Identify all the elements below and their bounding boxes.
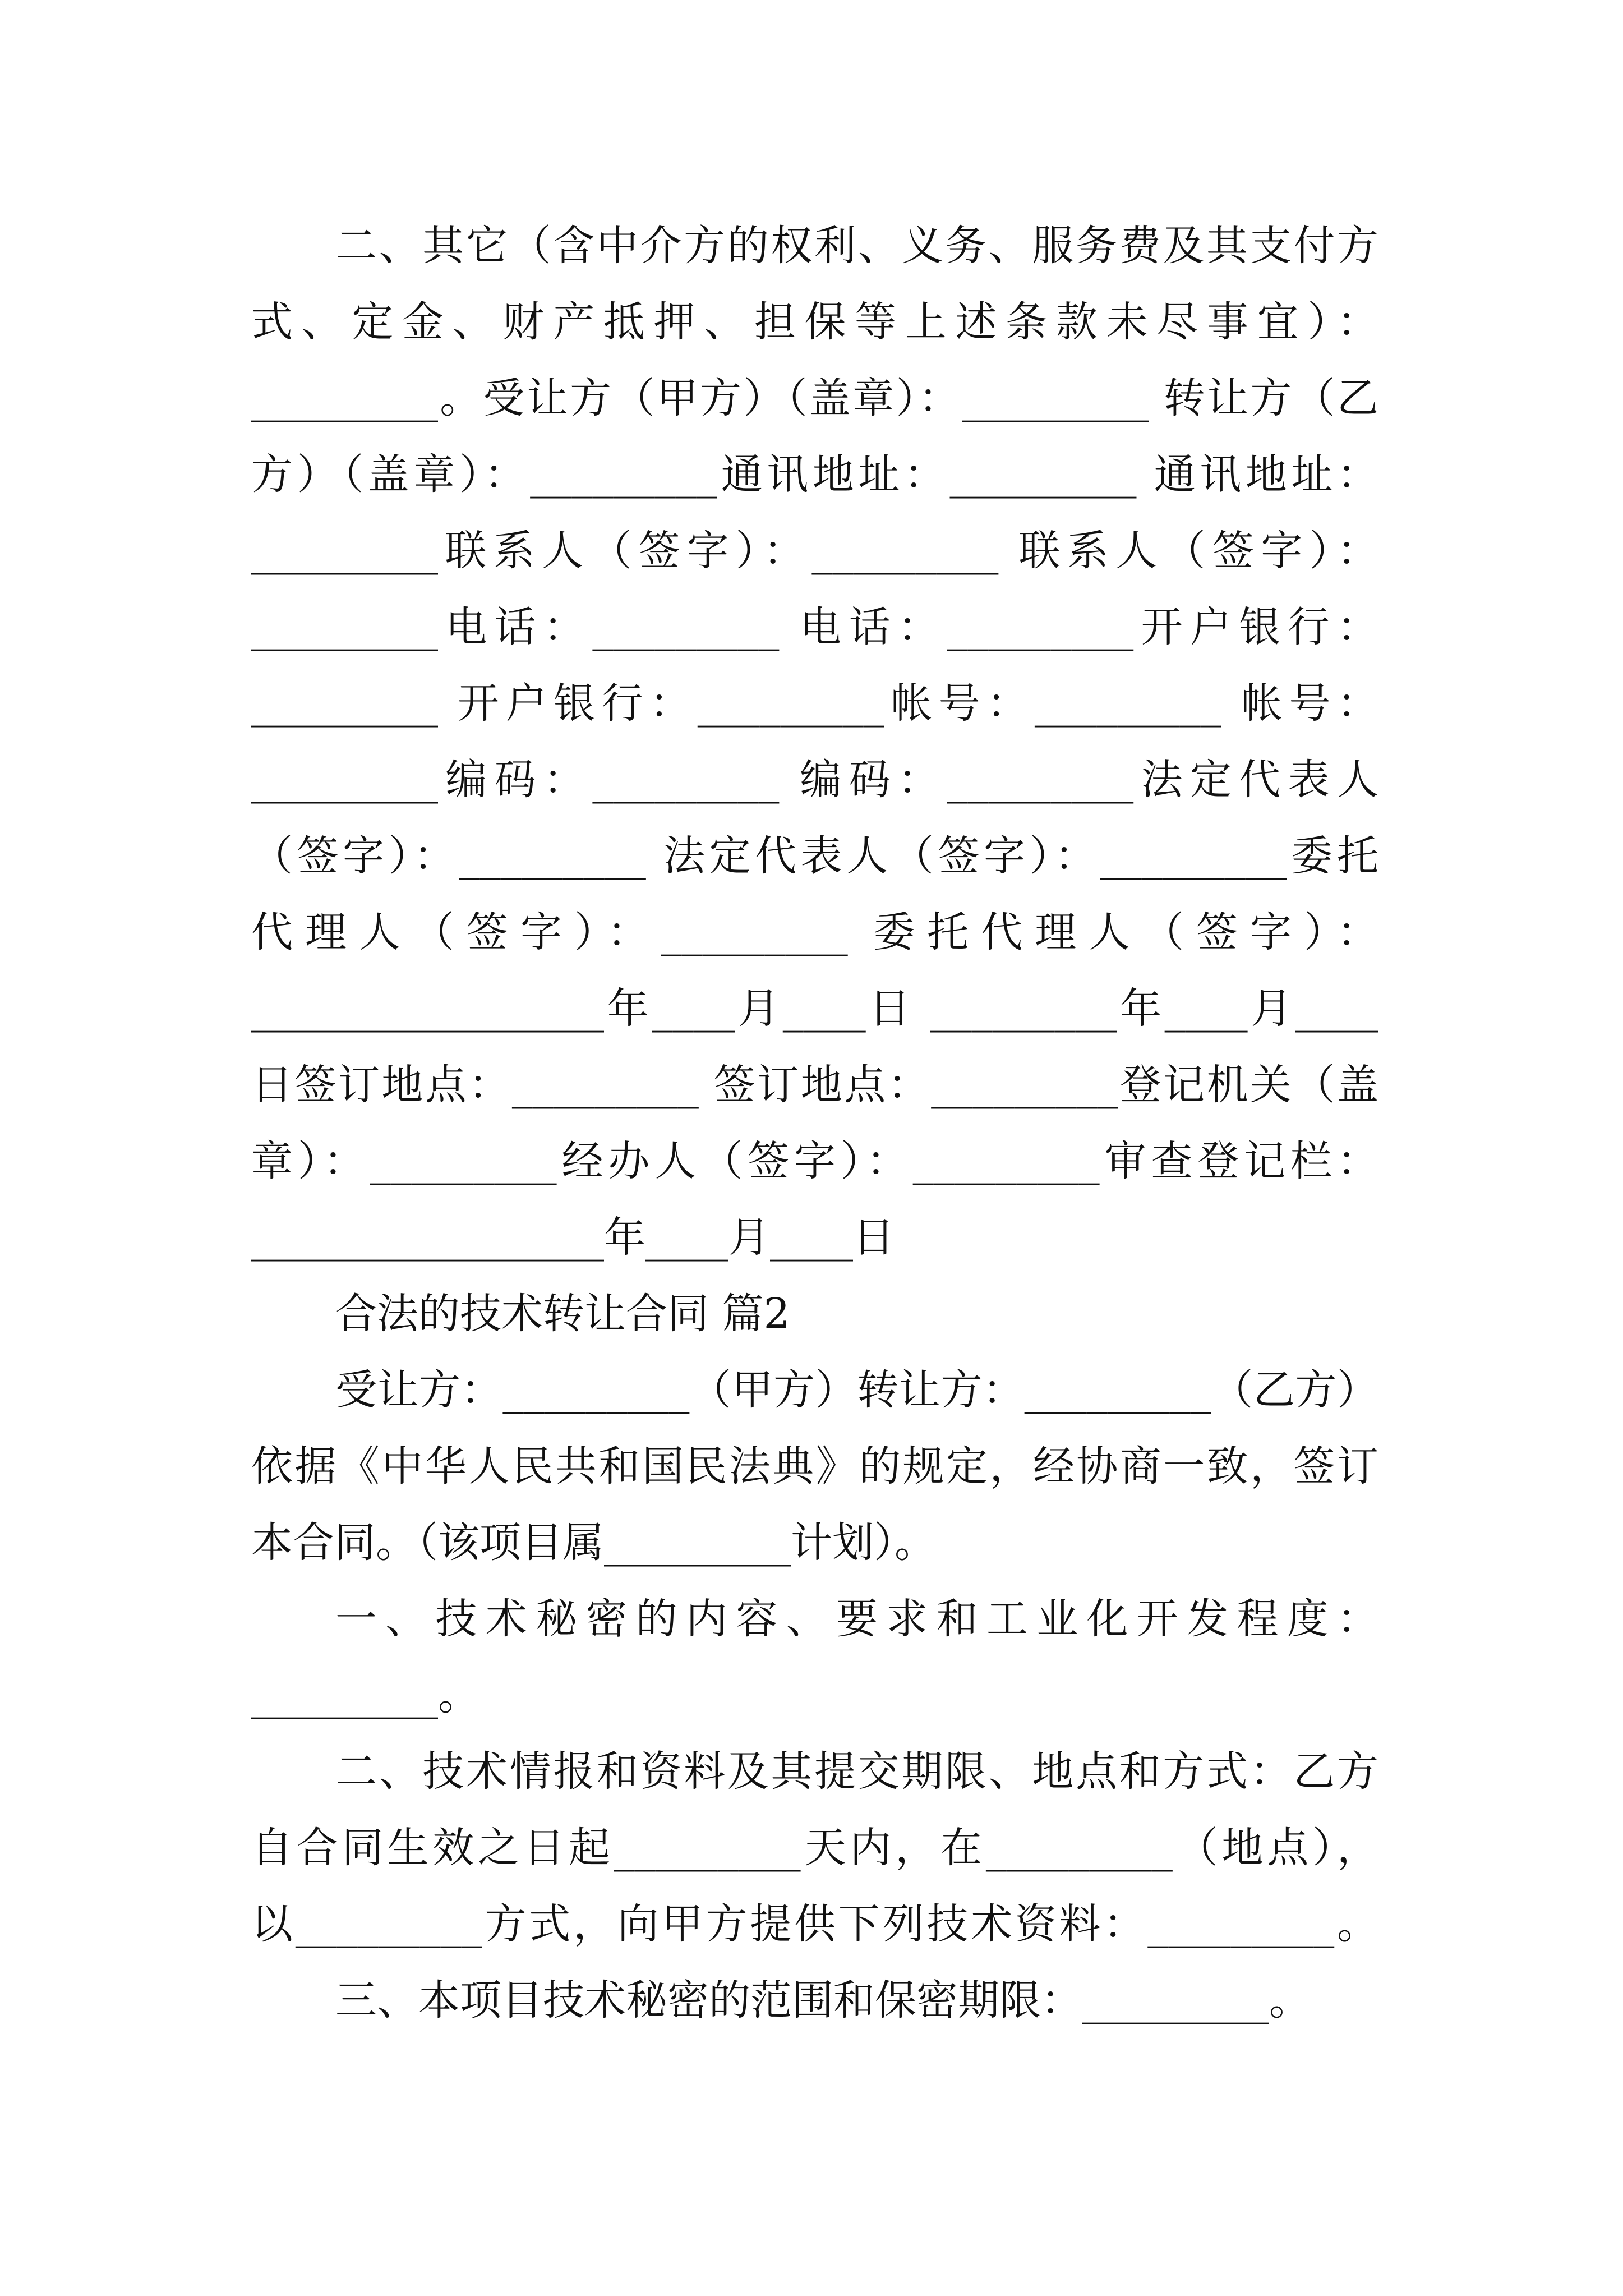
paragraph-line: 代理人（签字）：_________ 委托代理人（签字）： (251, 908, 1378, 956)
paragraph-line: 依据《中华人民共和国民法典》的规定，经协商一致，签订 (251, 1442, 1378, 1490)
paragraph-line: 式、定金、财产抵押、担保等上述条款未尽事宜）： (251, 298, 1378, 346)
clause-heading: 二、技术情报和资料及其提交期限、地点和方式：乙方 (335, 1747, 1378, 1796)
paragraph-line: _________。 (251, 1671, 479, 1719)
section-heading: 合法的技术转让合同 篇2 (335, 1290, 790, 1338)
document-page (251, 208, 1378, 2039)
paragraph-line: 日签订地点：_________ 签订地点：_________登记机关（盖 (251, 1061, 1378, 1109)
date-line: _________________年____月____日 (251, 1213, 895, 1262)
paragraph-line: _________联系人（签字）：_________ 联系人（签字）： (251, 527, 1378, 575)
paragraph-line: 本合同。（该项目属_________计划）。 (251, 1519, 936, 1567)
clause-heading: 一、技术秘密的内容、要求和工业化开发程度： (335, 1595, 1378, 1643)
paragraph-line: _________。受让方（甲方）（盖章）：_________ 转让方（乙 (251, 374, 1378, 422)
paragraph-line: 章）：_________经办人（签字）：_________审查登记栏： (251, 1137, 1378, 1185)
date-line: _________________年____月____日 _________年____月____ (251, 984, 1378, 1033)
paragraph-line: _________编码：_________ 编码：_________法定代表人 (251, 756, 1378, 804)
paragraph-line: （签字）：_________ 法定代表人（签字）：_________委托 (251, 832, 1378, 880)
paragraph-line: _________电话：_________ 电话：_________开户银行： (251, 603, 1378, 651)
clause-heading: 三、本项目技术秘密的范围和保密期限：_________。 (335, 1976, 1311, 2024)
paragraph-line: 二、其它（含中介方的权利、义务、服务费及其支付方 (335, 222, 1378, 270)
paragraph-line: _________ 开户银行：_________帐号：_________ 帐号： (251, 679, 1378, 728)
paragraph-line: 以_________方式，向甲方提供下列技术资料：_________。 (251, 1900, 1378, 1948)
paragraph-line: 自合同生效之日起_________天内，在_________（地点）， (251, 1824, 1378, 1872)
paragraph-line: 受让方：_________（甲方）转让方：_________（乙方） (335, 1366, 1378, 1414)
paragraph-line: 方）（盖章）：_________通讯地址：_________ 通讯地址： (251, 450, 1378, 499)
